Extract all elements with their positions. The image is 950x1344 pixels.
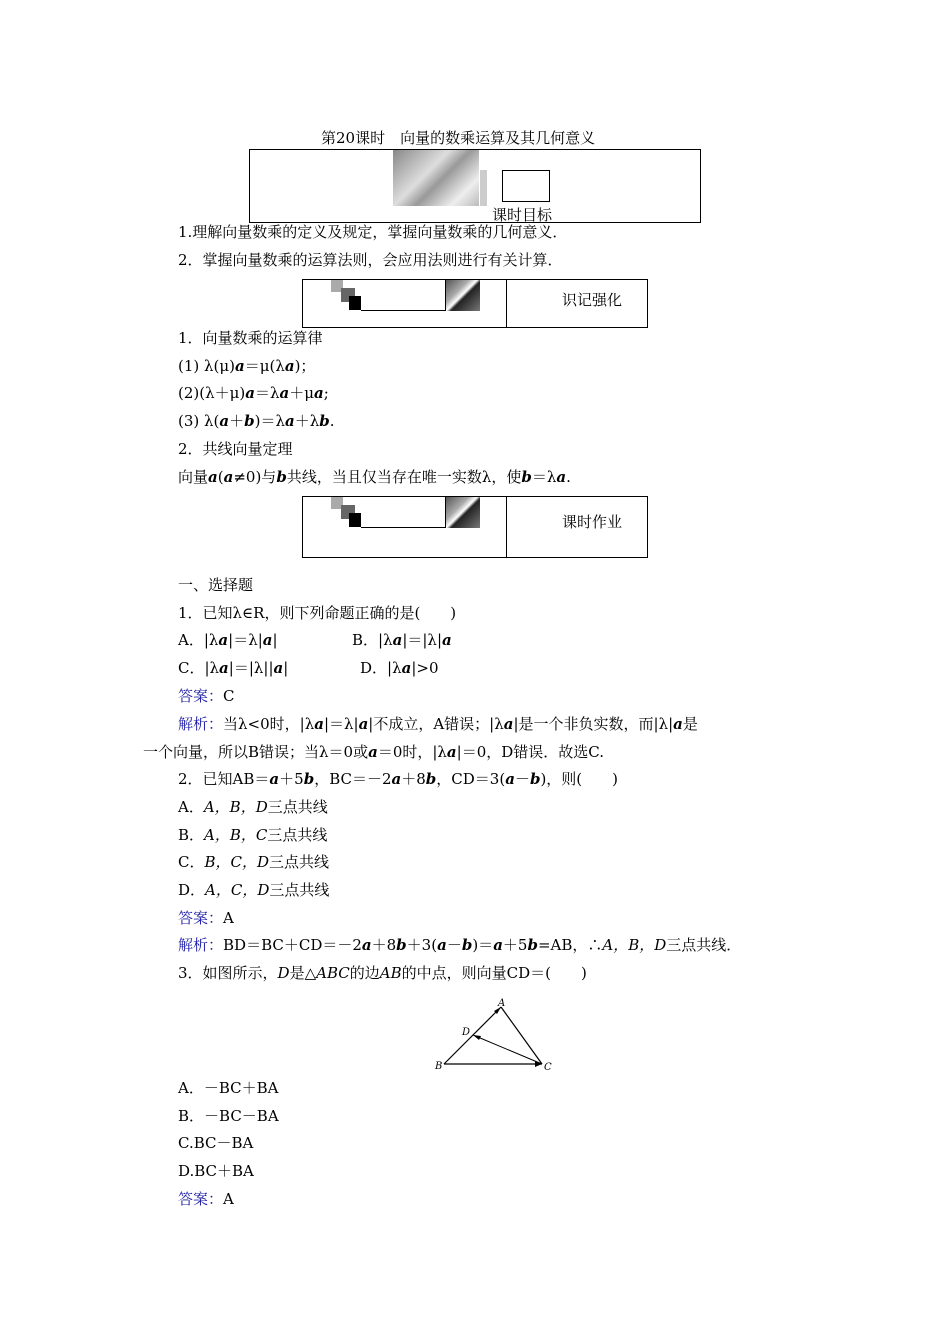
text: (1) λ(μ) [178, 357, 235, 375]
text: 3．如图所示， [178, 964, 278, 982]
edge-ab [444, 1007, 501, 1064]
banner-title: 识记强化 [562, 291, 623, 309]
text: ＋8 [401, 770, 426, 788]
point-label: ABC [316, 964, 350, 982]
banner-square-3 [349, 513, 361, 527]
vector-b: b [529, 770, 541, 788]
option-c[interactable]: C.BC－BA [178, 1134, 254, 1152]
banner-divider [506, 497, 507, 558]
answer-value: C [223, 687, 235, 705]
text: ，BC＝－2 [314, 770, 392, 788]
vector-a: a [401, 659, 412, 677]
vector-a: a [437, 936, 447, 954]
text: 三点共线 [267, 826, 328, 844]
text: |是一个非负实数，而|λ| [513, 715, 674, 733]
option-c[interactable] [178, 659, 288, 677]
label-a: A [498, 998, 506, 1009]
option-a[interactable]: A．－BC＋BA [178, 1079, 279, 1097]
option-b[interactable] [178, 825, 327, 845]
question-2-stem [178, 769, 618, 789]
text: |＝λ| [323, 715, 359, 733]
text: =AB，∴ [537, 936, 603, 954]
text: ＋3( [406, 936, 438, 954]
text: B．|λ [352, 631, 393, 649]
vector-b: b [396, 936, 407, 954]
vector-a: a [358, 715, 369, 733]
text: 三点共线． [666, 936, 742, 954]
text: D． [178, 881, 206, 899]
question-2-answer [178, 908, 234, 928]
vector-b: b [461, 936, 473, 954]
text: C． [178, 853, 205, 871]
banner-bar-frame [361, 280, 446, 311]
text: 的边 [349, 964, 380, 982]
option-b[interactable] [352, 630, 452, 650]
text: 三点共线 [269, 853, 330, 871]
text: )＝ [472, 936, 494, 954]
question-3-stem [178, 963, 587, 983]
text: )＝λ [254, 412, 285, 430]
vector-b: b [244, 412, 255, 430]
banner-graphic [393, 150, 479, 206]
question-1-options-ab [178, 630, 452, 650]
triangle-figure [430, 997, 560, 1077]
analysis-label: 解析： [178, 936, 224, 954]
text: ( [217, 468, 224, 486]
banner-title: 课时目标 [492, 206, 553, 224]
vector-a: a [284, 412, 295, 430]
text: A．|λ [178, 631, 219, 649]
option-d[interactable]: D.BC＋BA [178, 1162, 254, 1180]
text: ，CD＝3( [436, 770, 506, 788]
text: 是 [682, 715, 698, 733]
text: (3) λ( [178, 412, 220, 430]
analysis-label: 解析： [178, 715, 224, 733]
memory-heading-1: 1．向量数乘的运算律 [178, 329, 323, 347]
text: ＋ [229, 412, 245, 430]
vector-a: a [673, 715, 683, 733]
text: － [514, 770, 530, 788]
text: |不成立，A错误；|λ [368, 715, 504, 733]
goal-2: 2．掌握向量数乘的运算法则，会应用法则进行有关计算． [178, 251, 563, 269]
answer-value: A [223, 909, 234, 927]
label-d: D [462, 1027, 471, 1038]
text: |>0 [411, 659, 439, 677]
option-d[interactable] [178, 880, 329, 900]
section-banner-memory [302, 279, 648, 328]
text: ; [323, 384, 329, 402]
text: ≠0)与 [233, 468, 277, 486]
text: ＋μ [289, 384, 314, 402]
text: |＝0，D错误．故选C. [456, 743, 604, 761]
arrow-d [473, 1035, 481, 1040]
banner-diagonal [446, 497, 480, 528]
text: 一个向量，所以B错误；当λ＝0或 [143, 743, 369, 761]
banner-title: 课时作业 [562, 513, 623, 531]
banner-bar-frame [361, 497, 446, 528]
collinear-theorem [178, 467, 571, 487]
vector-a: a [219, 412, 230, 430]
goal-1: 1.理解向量数乘的定义及规定，掌握向量数乘的几何意义． [178, 223, 568, 241]
vector-a: a [361, 936, 372, 954]
vector-a: a [493, 936, 503, 954]
text: |＝λ| [228, 631, 263, 649]
text: )，则( ) [540, 770, 619, 788]
label-c: C [544, 1062, 552, 1073]
text: ＝λ [531, 468, 557, 486]
text: ＋8 [371, 936, 397, 954]
banner-square-3 [349, 296, 361, 310]
vector-a: a [245, 384, 255, 402]
text: D．|λ [360, 659, 402, 677]
text: )； [294, 357, 316, 375]
vector-a: a [314, 715, 324, 733]
vector-a: a [391, 770, 402, 788]
answer-label: 答案： [178, 909, 224, 927]
question-1-options-cd [178, 658, 439, 678]
point-label: AB [379, 964, 402, 982]
vector-a: a [269, 770, 280, 788]
vector-a: a [505, 770, 515, 788]
question-1-stem: 1．已知λ∈R，则下列命题正确的是( ) [178, 604, 457, 622]
vector-a: a [218, 631, 229, 649]
vector-a: a [556, 468, 567, 486]
text: 当λ<0时，|λ [223, 715, 315, 733]
page-title: 第20课时 向量的数乘运算及其几何意义 [321, 129, 596, 147]
option-d[interactable] [360, 658, 439, 678]
label-b: B [435, 1061, 443, 1072]
text: BD＝BC＋CD＝－2 [223, 936, 362, 954]
text: | [283, 659, 289, 677]
vector-a: a [368, 743, 378, 761]
law-3 [178, 411, 335, 431]
vector-a: a [208, 468, 218, 486]
banner-divider [506, 280, 507, 328]
text: 向量 [178, 468, 209, 486]
points: A，B，D [602, 936, 667, 954]
text: |＝|λ| [402, 631, 442, 649]
text: 的中点，则向量CD＝( ) [401, 964, 587, 982]
text: 三点共线 [269, 881, 330, 899]
question-1-answer [178, 686, 235, 706]
vector-b: b [527, 936, 538, 954]
vector-a: a [234, 357, 245, 375]
question-1-analysis [178, 714, 698, 734]
points: A，B，C [204, 826, 268, 844]
question-3-answer [178, 1189, 234, 1209]
section-banner-goals [249, 149, 701, 223]
vector-a: a [262, 631, 273, 649]
answer-label: 答案： [178, 1190, 224, 1208]
text: ＋5 [279, 770, 304, 788]
points: A，C，D [205, 881, 270, 899]
text: |＝|λ|| [228, 659, 274, 677]
banner-diagonal [446, 280, 480, 311]
vector-b: b [521, 468, 532, 486]
text: ＝0时，|λ [377, 743, 447, 761]
point-label: D [277, 964, 290, 982]
vector-a: a [392, 631, 403, 649]
vector-a: a [503, 715, 514, 733]
vector-a: a [223, 468, 234, 486]
vector-b: b [425, 770, 437, 788]
text: (2)(λ＋μ) [178, 384, 246, 402]
text: A． [178, 798, 204, 816]
section-heading: 一、选择题 [178, 576, 254, 594]
vector-a: a [313, 384, 324, 402]
vector-a: a [279, 384, 290, 402]
text: C．|λ [178, 659, 220, 677]
memory-heading-2: 2．共线向量定理 [178, 440, 293, 458]
question-1-analysis-cont [143, 742, 604, 762]
vector-b: b [303, 770, 315, 788]
points: A，B，D [203, 798, 268, 816]
vector-b: b [319, 412, 330, 430]
text: ＋λ [294, 412, 320, 430]
banner-graphic-bar [480, 170, 487, 206]
law-1 [178, 356, 315, 376]
text: 三点共线 [267, 798, 328, 816]
banner-graphic-frame [502, 170, 550, 202]
text: . [329, 412, 335, 430]
question-2-analysis [178, 935, 741, 955]
answer-label: 答案： [178, 687, 224, 705]
vector-b: b [276, 468, 287, 486]
law-2 [178, 383, 329, 403]
text: ＝μ(λ [244, 357, 285, 375]
option-a[interactable] [178, 797, 328, 817]
vector-a: a [219, 659, 229, 677]
text: B． [178, 826, 205, 844]
vector-a: a [273, 659, 284, 677]
text: 共线，当且仅当存在唯一实数λ，使 [286, 468, 522, 486]
text: ＋5 [502, 936, 528, 954]
section-banner-homework [302, 496, 648, 558]
text: － [446, 936, 462, 954]
points: B，C，D [204, 853, 270, 871]
vector-a: a [284, 357, 295, 375]
option-b[interactable]: B．－BC－BA [178, 1107, 279, 1125]
option-a[interactable] [178, 631, 278, 649]
text: | [272, 631, 278, 649]
option-c[interactable] [178, 852, 329, 872]
text: 2．已知AB＝ [178, 770, 270, 788]
vector-a: a [446, 743, 457, 761]
text: 是△ [289, 964, 317, 982]
text: ＝λ [254, 384, 280, 402]
text: . [566, 468, 571, 486]
answer-value: A [223, 1190, 234, 1208]
vector-a: a [442, 631, 452, 649]
